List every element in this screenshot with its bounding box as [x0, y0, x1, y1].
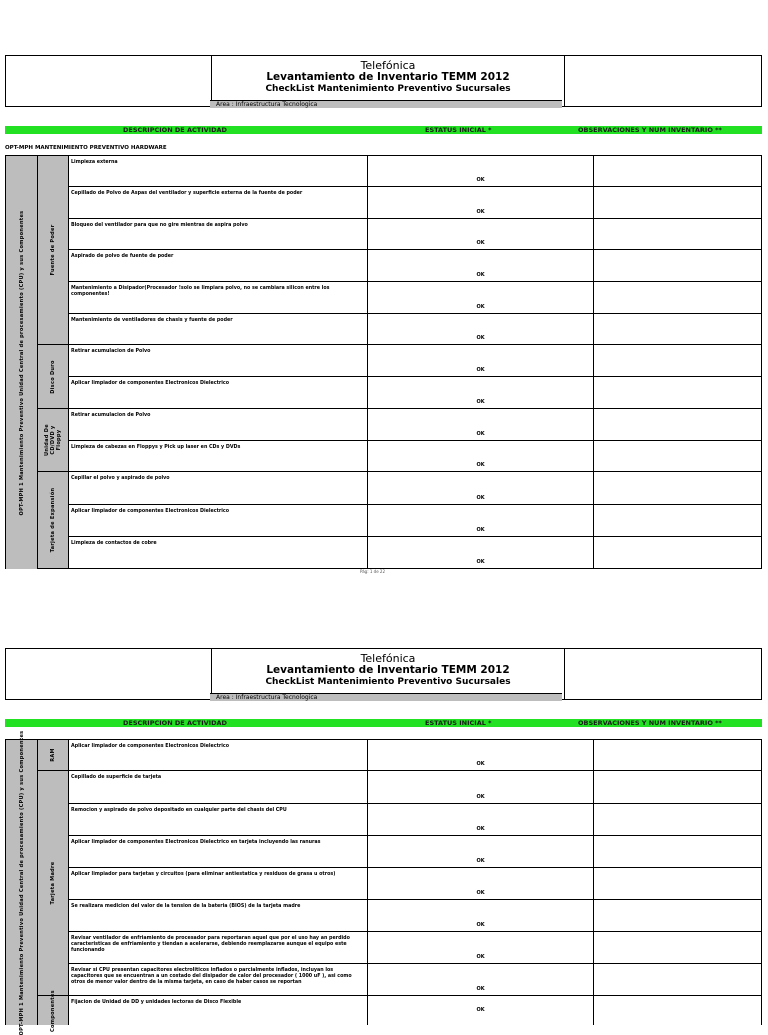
main-group-cell	[5, 730, 38, 1035]
group-label: Tarjeta Madre	[50, 861, 56, 905]
table-row	[69, 868, 762, 900]
row-description: Revisar ventilador de enfriamiento de procesador para reportaran aquel que por el uso hay an perdido caracteristicas de enfriamiento y tiendan a acelerarse, debiendo reemplazarse aunque el equipo este funcionando	[69, 932, 368, 963]
row-status[interactable]	[368, 156, 594, 186]
group-cell	[38, 345, 69, 409]
row-status[interactable]	[368, 964, 594, 995]
row-status[interactable]	[368, 771, 594, 803]
row-description: Limpieza de cabezas en Floppys y Pick up laser en CDs y DVDs	[69, 441, 368, 471]
table-row	[69, 282, 762, 314]
row-description: Cepillado de superficie de tarjeta	[69, 771, 368, 803]
row-description: Retirar acumulacion de Polvo	[69, 345, 368, 376]
table-row	[69, 996, 762, 1025]
row-description: Aspirado de polvo de fuente de poder	[69, 250, 368, 281]
table-row	[69, 505, 762, 537]
group-label: Unidad De CD/DVD y Floppy	[44, 424, 62, 456]
row-status[interactable]	[368, 187, 594, 218]
status-value: OK	[476, 922, 485, 928]
status-value: OK	[476, 954, 485, 960]
col-status-header: ESTATUS INICIAL *	[425, 126, 492, 134]
header-left-cell	[6, 649, 212, 699]
row-status[interactable]	[368, 996, 594, 1025]
main-group-label: OPT-MPH 1 Mantenimiento Preventivo Unidad Central de procesamiento (CPU) y sus Componentes	[18, 210, 25, 515]
status-value: OK	[476, 559, 485, 565]
row-observations[interactable]	[593, 345, 762, 376]
table-row	[69, 836, 762, 868]
header-right-cell	[564, 56, 762, 106]
table-row	[69, 187, 762, 219]
row-status[interactable]	[368, 409, 594, 440]
status-value: OK	[476, 399, 485, 405]
page-number: Pág: 1 de 22	[360, 569, 386, 574]
header-left-cell	[6, 56, 212, 106]
col-description-header: DESCRIPCION DE ACTIVIDAD	[123, 126, 227, 134]
status-value: OK	[476, 986, 485, 992]
row-observations[interactable]	[593, 187, 762, 218]
row-observations[interactable]	[593, 932, 762, 963]
group-cell	[38, 771, 69, 996]
row-observations[interactable]	[593, 964, 762, 995]
row-description: Limpieza de contactos de cobre	[69, 537, 368, 568]
column-header-bar	[5, 719, 762, 727]
status-value: OK	[476, 826, 485, 832]
row-observations[interactable]	[593, 505, 762, 536]
company-name: Telefónica	[360, 652, 416, 665]
col-status-header: ESTATUS INICIAL *	[425, 719, 492, 727]
col-observations-header: OBSERVACIONES Y NUM INVENTARIO **	[578, 126, 722, 134]
row-status[interactable]	[368, 314, 594, 344]
col-observations-header: OBSERVACIONES Y NUM INVENTARIO **	[578, 719, 722, 727]
area-label: Area : Infraestructura Tecnologica	[210, 693, 562, 701]
status-value: OK	[476, 794, 485, 800]
row-observations[interactable]	[593, 472, 762, 504]
row-status[interactable]	[368, 282, 594, 313]
row-description: Aplicar limpiador de componentes Electronicos Dielectrico	[69, 377, 368, 408]
status-value: OK	[476, 367, 485, 373]
row-status[interactable]	[368, 377, 594, 408]
row-description: Aplicar limpiador de componentes Electronicos Dielectrico en tarjeta incluyendo las ranuras	[69, 836, 368, 867]
status-value: OK	[476, 890, 485, 896]
table-row	[69, 537, 762, 569]
row-description: Revisar si CPU presentan capacitores electroliticos inflados o parcialmente inflados, incluyan los capacitores que se encuentran a un costado del disipador de calor del procesador ( 1000 uF ), asi como otros de menor valor dentro de la misma tarjeta, en caso de haber casos se reportan	[69, 964, 368, 995]
row-description: Cepillado de Polvo de Aspas del ventilador y superficie externa de la fuente de poder	[69, 187, 368, 218]
document-title: Levantamiento de Inventario TEMM 2012	[266, 71, 510, 83]
row-observations[interactable]	[593, 219, 762, 249]
table-row	[69, 441, 762, 472]
row-observations[interactable]	[593, 537, 762, 568]
row-observations[interactable]	[593, 804, 762, 835]
group-label: RAM	[50, 748, 56, 762]
row-observations[interactable]	[593, 868, 762, 899]
status-value: OK	[476, 304, 485, 310]
company-name: Telefónica	[360, 59, 416, 72]
col-description-header: DESCRIPCION DE ACTIVIDAD	[123, 719, 227, 727]
checklist-table	[5, 730, 762, 1035]
row-description: Mantenimiento de ventiladores de chasis y fuente de poder	[69, 314, 368, 344]
table-row	[69, 771, 762, 804]
row-observations[interactable]	[593, 836, 762, 867]
table-row	[69, 250, 762, 282]
row-description: Mantenimiento a Disipador(Procesador !solo se limpiara polvo, no se cambiara silicon entre los componentes!	[69, 282, 368, 313]
group-cell	[38, 156, 69, 345]
row-description: Retirar acumulacion de Polvo	[69, 409, 368, 440]
status-value: OK	[476, 462, 485, 468]
table-row	[69, 804, 762, 836]
row-status[interactable]	[368, 219, 594, 249]
status-value: OK	[476, 272, 485, 278]
status-value: OK	[476, 335, 485, 341]
row-status[interactable]	[368, 932, 594, 963]
row-observations[interactable]	[593, 996, 762, 1025]
row-description: Aplicar limpiador de componentes Electronicos Dielectrico	[69, 505, 368, 536]
document-title: Levantamiento de Inventario TEMM 2012	[266, 664, 510, 676]
status-value: OK	[476, 177, 485, 183]
row-description: Remocion y aspirado de polvo depositado en cualquier parte del chasis del CPU	[69, 804, 368, 835]
table-row	[69, 345, 762, 377]
status-value: OK	[476, 240, 485, 246]
header-right-cell	[564, 649, 762, 699]
status-value: OK	[476, 495, 485, 501]
group-label: Fuente de Poder	[50, 224, 56, 276]
row-status[interactable]	[368, 740, 594, 770]
status-value: OK	[476, 527, 485, 533]
row-observations[interactable]	[593, 900, 762, 931]
table-row	[69, 219, 762, 250]
table-row	[69, 409, 762, 441]
group-cell	[38, 740, 69, 771]
row-status[interactable]	[368, 836, 594, 867]
row-status[interactable]	[368, 441, 594, 471]
row-status[interactable]	[368, 505, 594, 536]
table-row	[69, 377, 762, 409]
status-value: OK	[476, 761, 485, 767]
table-row	[69, 472, 762, 505]
table-row	[69, 900, 762, 932]
row-observations[interactable]	[593, 156, 762, 186]
row-observations[interactable]	[593, 377, 762, 408]
row-description: Cepillar el polvo y aspirado de polvo	[69, 472, 368, 504]
status-value: OK	[476, 1007, 485, 1013]
area-label: Area : Infraestructura Tecnologica	[210, 100, 562, 108]
group-cell	[38, 989, 69, 1032]
row-description: Fijacion de Unidad de DD y unidades lectoras de Disco Flexible	[69, 996, 368, 1025]
table-row	[69, 932, 762, 964]
table-row	[69, 156, 762, 187]
row-observations[interactable]	[593, 282, 762, 313]
group-cell	[38, 472, 69, 569]
group-label: Disco Duro	[50, 359, 56, 394]
row-description: Aplicar limpiador de componentes Electronicos Dielectrico	[69, 740, 368, 770]
status-value: OK	[476, 858, 485, 864]
row-description: Bloqueo del ventilador para que no gire mientras de aspira polvo	[69, 219, 368, 249]
row-status[interactable]	[368, 250, 594, 281]
row-observations[interactable]	[593, 314, 762, 344]
row-status[interactable]	[368, 472, 594, 504]
row-description: Limpieza externa	[69, 156, 368, 186]
row-observations[interactable]	[593, 441, 762, 471]
group-label: Tarjeta de Expansión	[50, 487, 56, 553]
row-status[interactable]	[368, 868, 594, 899]
row-observations[interactable]	[593, 409, 762, 440]
row-observations[interactable]	[593, 250, 762, 281]
row-description: Aplicar limpiador para tarjetas y circuitos (para eliminar antiestatica y residuos de grasa u otros)	[69, 868, 368, 899]
main-group-label: OPT-MPH 1 Mantenimiento Preventivo Unidad Central de procesamiento (CPU) y sus Componentes	[18, 730, 25, 1035]
column-header-bar	[5, 126, 762, 134]
table-row	[69, 740, 762, 771]
row-status[interactable]	[368, 345, 594, 376]
row-description: Se realizara medicion del valor de la tension de la bateria (BIOS) de la tarjeta madre	[69, 900, 368, 931]
document-subtitle: CheckList Mantenimiento Preventivo Sucursales	[265, 84, 511, 94]
row-observations[interactable]	[593, 771, 762, 803]
table-row	[69, 314, 762, 345]
group-label: Componentes	[50, 989, 56, 1032]
main-group-cell	[5, 156, 38, 569]
row-observations[interactable]	[593, 740, 762, 770]
row-status[interactable]	[368, 804, 594, 835]
document-subtitle: CheckList Mantenimiento Preventivo Sucursales	[265, 677, 511, 687]
status-value: OK	[476, 431, 485, 437]
table-row	[69, 964, 762, 996]
row-status[interactable]	[368, 537, 594, 568]
row-status[interactable]	[368, 900, 594, 931]
group-cell	[38, 409, 69, 472]
section-title: OPT-MPH MANTENIMIENTO PREVENTIVO HARDWARE	[5, 145, 167, 151]
checklist-table	[5, 155, 762, 569]
status-value: OK	[476, 209, 485, 215]
